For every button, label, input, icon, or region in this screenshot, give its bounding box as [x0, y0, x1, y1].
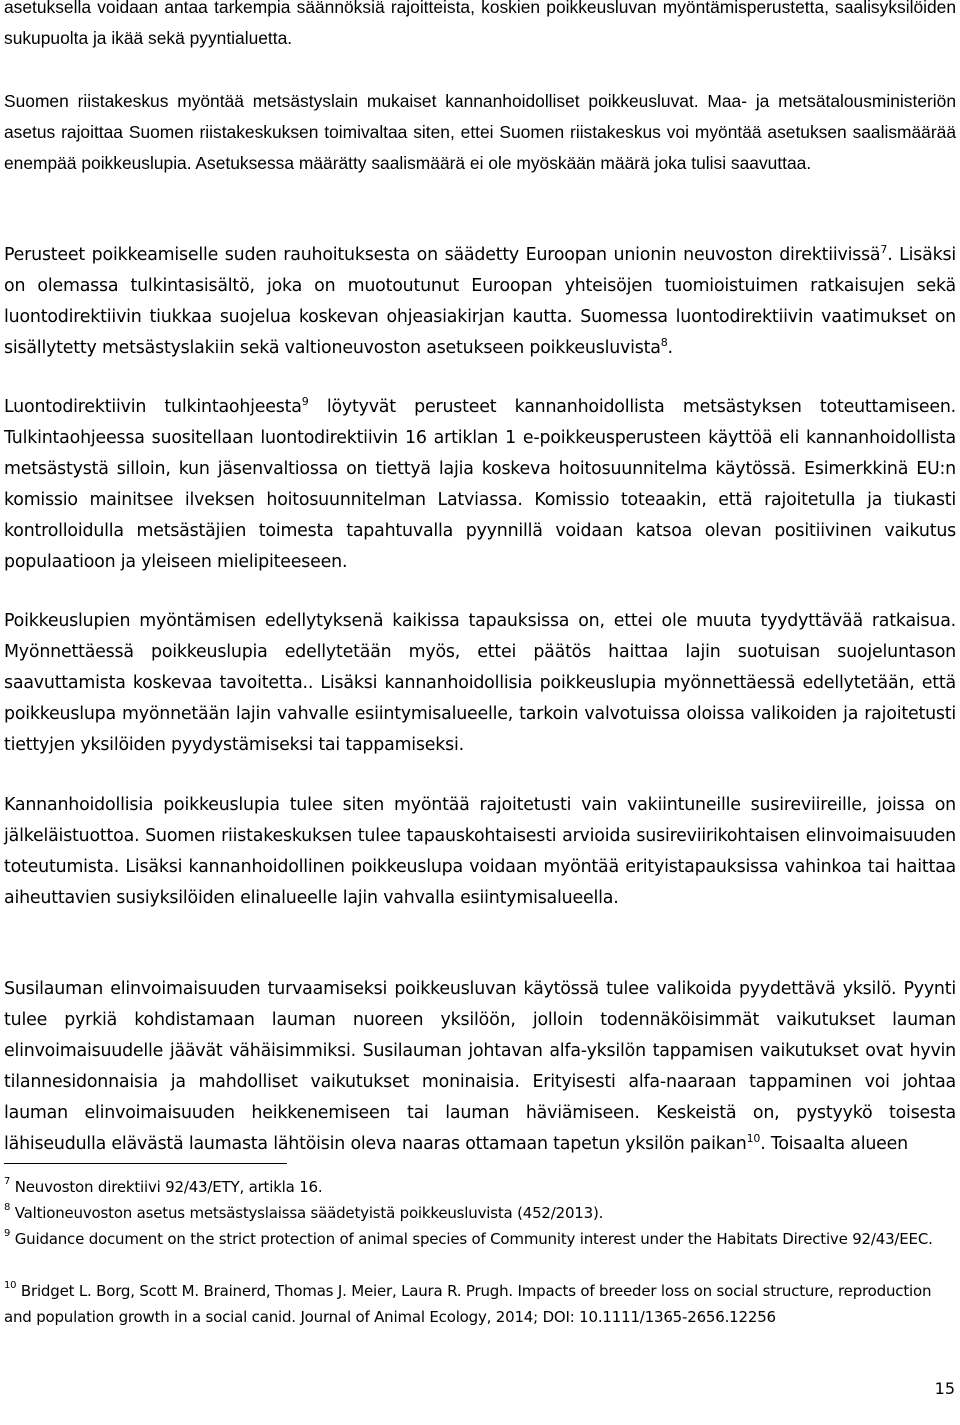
- footnote-separator: [4, 1163, 287, 1164]
- footnote-8-number: 8: [4, 1202, 11, 1213]
- footnote-ref-9[interactable]: 9: [301, 395, 309, 408]
- footnote-8: [4, 1200, 956, 1226]
- footnote-10: [4, 1278, 956, 1330]
- paragraph-6-text: Kannanhoidollisia poikkeuslupia tulee siten myöntää rajoitetusti vain vakiintuneille susireviireille, joissa on jälkeläistuottoa. Suomen riistakeskuksen tulee tapauskohtaisesti arvioida susireviirikohtaisen elinvoimaisuuden toteutumista. Lisäksi kannanhoidollinen poikkeuslupa voidaan myöntää erityistapauksissa vahinkoa tai haittaa aiheuttavien susiyksilöiden elinalueelle lajin vahvalla esiintymisalueella.: [4, 795, 956, 908]
- paragraph-3: [4, 240, 956, 364]
- paragraph-3-text-before: Perusteet poikkeamiselle suden rauhoituksesta on säädetty Euroopan unionin neuvoston direktiivissä: [4, 245, 881, 265]
- paragraph-6: [4, 790, 956, 914]
- footnote-ref-8[interactable]: 8: [660, 336, 668, 349]
- paragraph-4: [4, 392, 956, 578]
- paragraph-2-text: Suomen riistakeskus myöntää metsästyslain mukaiset kannanhoidolliset poikkeusluvat. Maa- ja metsätalousministeriön asetus rajoittaa Suomen riistakeskuksen toimivaltaa siten, ettei Suomen riistakeskus voi myöntää asetuksen saalismäärää enempää poikkeuslupia. Asetuksessa määrätty saalismäärä ei ole myöskään määrä joka tulisi saavuttaa.: [4, 91, 956, 173]
- paragraph-7: [4, 974, 956, 1160]
- footnote-9: [4, 1226, 956, 1252]
- paragraph-3-text-after: .: [667, 338, 673, 358]
- paragraph-7-text-after: . Toisaalta alueen: [760, 1134, 908, 1154]
- paragraph-3-text-middle: . Lisäksi on olemassa tulkintasisältö, joka on muotoutunut Euroopan yhteisöjen tuomioistuimen ratkaisujen sekä luontodirektiivin tiukkaa suojelua koskevan ohjeasiakirjan kautta. Suomessa luontodirektiivin vaatimukset on sisällytetty metsästyslakiin sekä valtioneuvoston asetukseen poikkeusluvista: [4, 245, 956, 358]
- footnote-7-text: Neuvoston direktiivi 92/43/ETY, artikla 16.: [10, 1178, 323, 1196]
- footnote-ref-7[interactable]: 7: [880, 243, 888, 256]
- paragraph-1: [4, 0, 956, 54]
- paragraph-1-text: asetuksella voidaan antaa tarkempia säännöksiä rajoitteista, koskien poikkeusluvan myöntämisperustetta, saalisyksilöiden sukupuolta ja ikää sekä pyyntialuetta.: [4, 0, 956, 48]
- footnote-10-text: Bridget L. Borg, Scott M. Brainerd, Thomas J. Meier, Laura R. Prugh. Impacts of breeder loss on social structure, reproduction and population growth in a social canid. Journal of Animal Ecology, 2014; DOI: 10.1111/1365-2656.12256: [4, 1282, 932, 1326]
- footnote-9-number: 9: [4, 1228, 11, 1239]
- footnote-7-number: 7: [4, 1176, 11, 1187]
- footnote-8-text: Valtioneuvoston asetus metsästyslaissa säädetyistä poikkeusluvista (452/2013).: [10, 1204, 604, 1222]
- page-number: 15: [934, 1379, 955, 1398]
- paragraph-4-text-after: löytyvät perusteet kannanhoidollista metsästyksen toteuttamiseen. Tulkintaohjeessa suositellaan luontodirektiivin 16 artiklan 1 e-poikkeusperusteen käyttöä eli kannanhoidollista metsästystä silloin, kun jäsenvaltiossa on tiettyä lajia koskeva hoitosuunnitelma käytössä. Esimerkkinä EU:n komissio mainitsee ilveksen hoitosuunnitelman Latviassa. Komissio toteaakin, että rajoitetulla ja tiukasti kontrolloidulla metsästäjien toimesta tapahtuvalla pyynnillä voidaan katsoa olevan positiivinen vaikutus populaatioon ja yleiseen mielipiteeseen.: [4, 397, 956, 572]
- footnote-7: [4, 1174, 956, 1200]
- paragraph-5-text: Poikkeuslupien myöntämisen edellytyksenä kaikissa tapauksissa on, ettei ole muuta tyydyttävää ratkaisua. Myönnettäessä poikkeuslupia edellytetään myös, ettei päätös haittaa lajin suotuisan suojeluntason saavuttamista koskevaa tavoitetta.. Lisäksi kannanhoidollisia poikkeuslupia myönnettäessä edellytetään, että poikkeuslupa myönnetään lajin vahvalle esiintymisalueelle, tarkoin valvotuissa oloissa valikoiden ja rajoitetusti tiettyjen yksilöiden pyydystämiseksi tai tappamiseksi.: [4, 611, 956, 755]
- footnote-9-text: Guidance document on the strict protection of animal species of Community interest under the Habitats Directive 92/43/EEC.: [10, 1230, 933, 1248]
- paragraph-7-text-before: Susilauman elinvoimaisuuden turvaamiseksi poikkeusluvan käytössä tulee valikoida pyydettävä yksilö. Pyynti tulee pyrkiä kohdistamaan lauman nuoreen yksilöön, jolloin todennäköisimmät vaikutukset lauman elinvoimaisuudelle jäävät vähäisimmiksi. Susilauman johtavan alfa-yksilön tappamisen vaikutukset ovat hyvin tilannesidonnaisia ja mahdolliset vaikutukset moninaisia. Erityisesti alfa-naaraan tappaminen voi johtaa lauman elinvoimaisuuden heikkenemiseen tai lauman häviämiseen. Keskeistä on, pystyykö toisesta lähiseudulla elävästä laumasta lähtöisin oleva naaras ottamaan tapetun yksilön paikan: [4, 979, 956, 1154]
- paragraph-5: [4, 606, 956, 761]
- footnote-ref-10[interactable]: 10: [746, 1132, 761, 1145]
- paragraph-4-text-before: Luontodirektiivin tulkintaohjeesta: [4, 397, 302, 417]
- paragraph-2: [4, 86, 956, 179]
- footnote-10-number: 10: [4, 1280, 17, 1291]
